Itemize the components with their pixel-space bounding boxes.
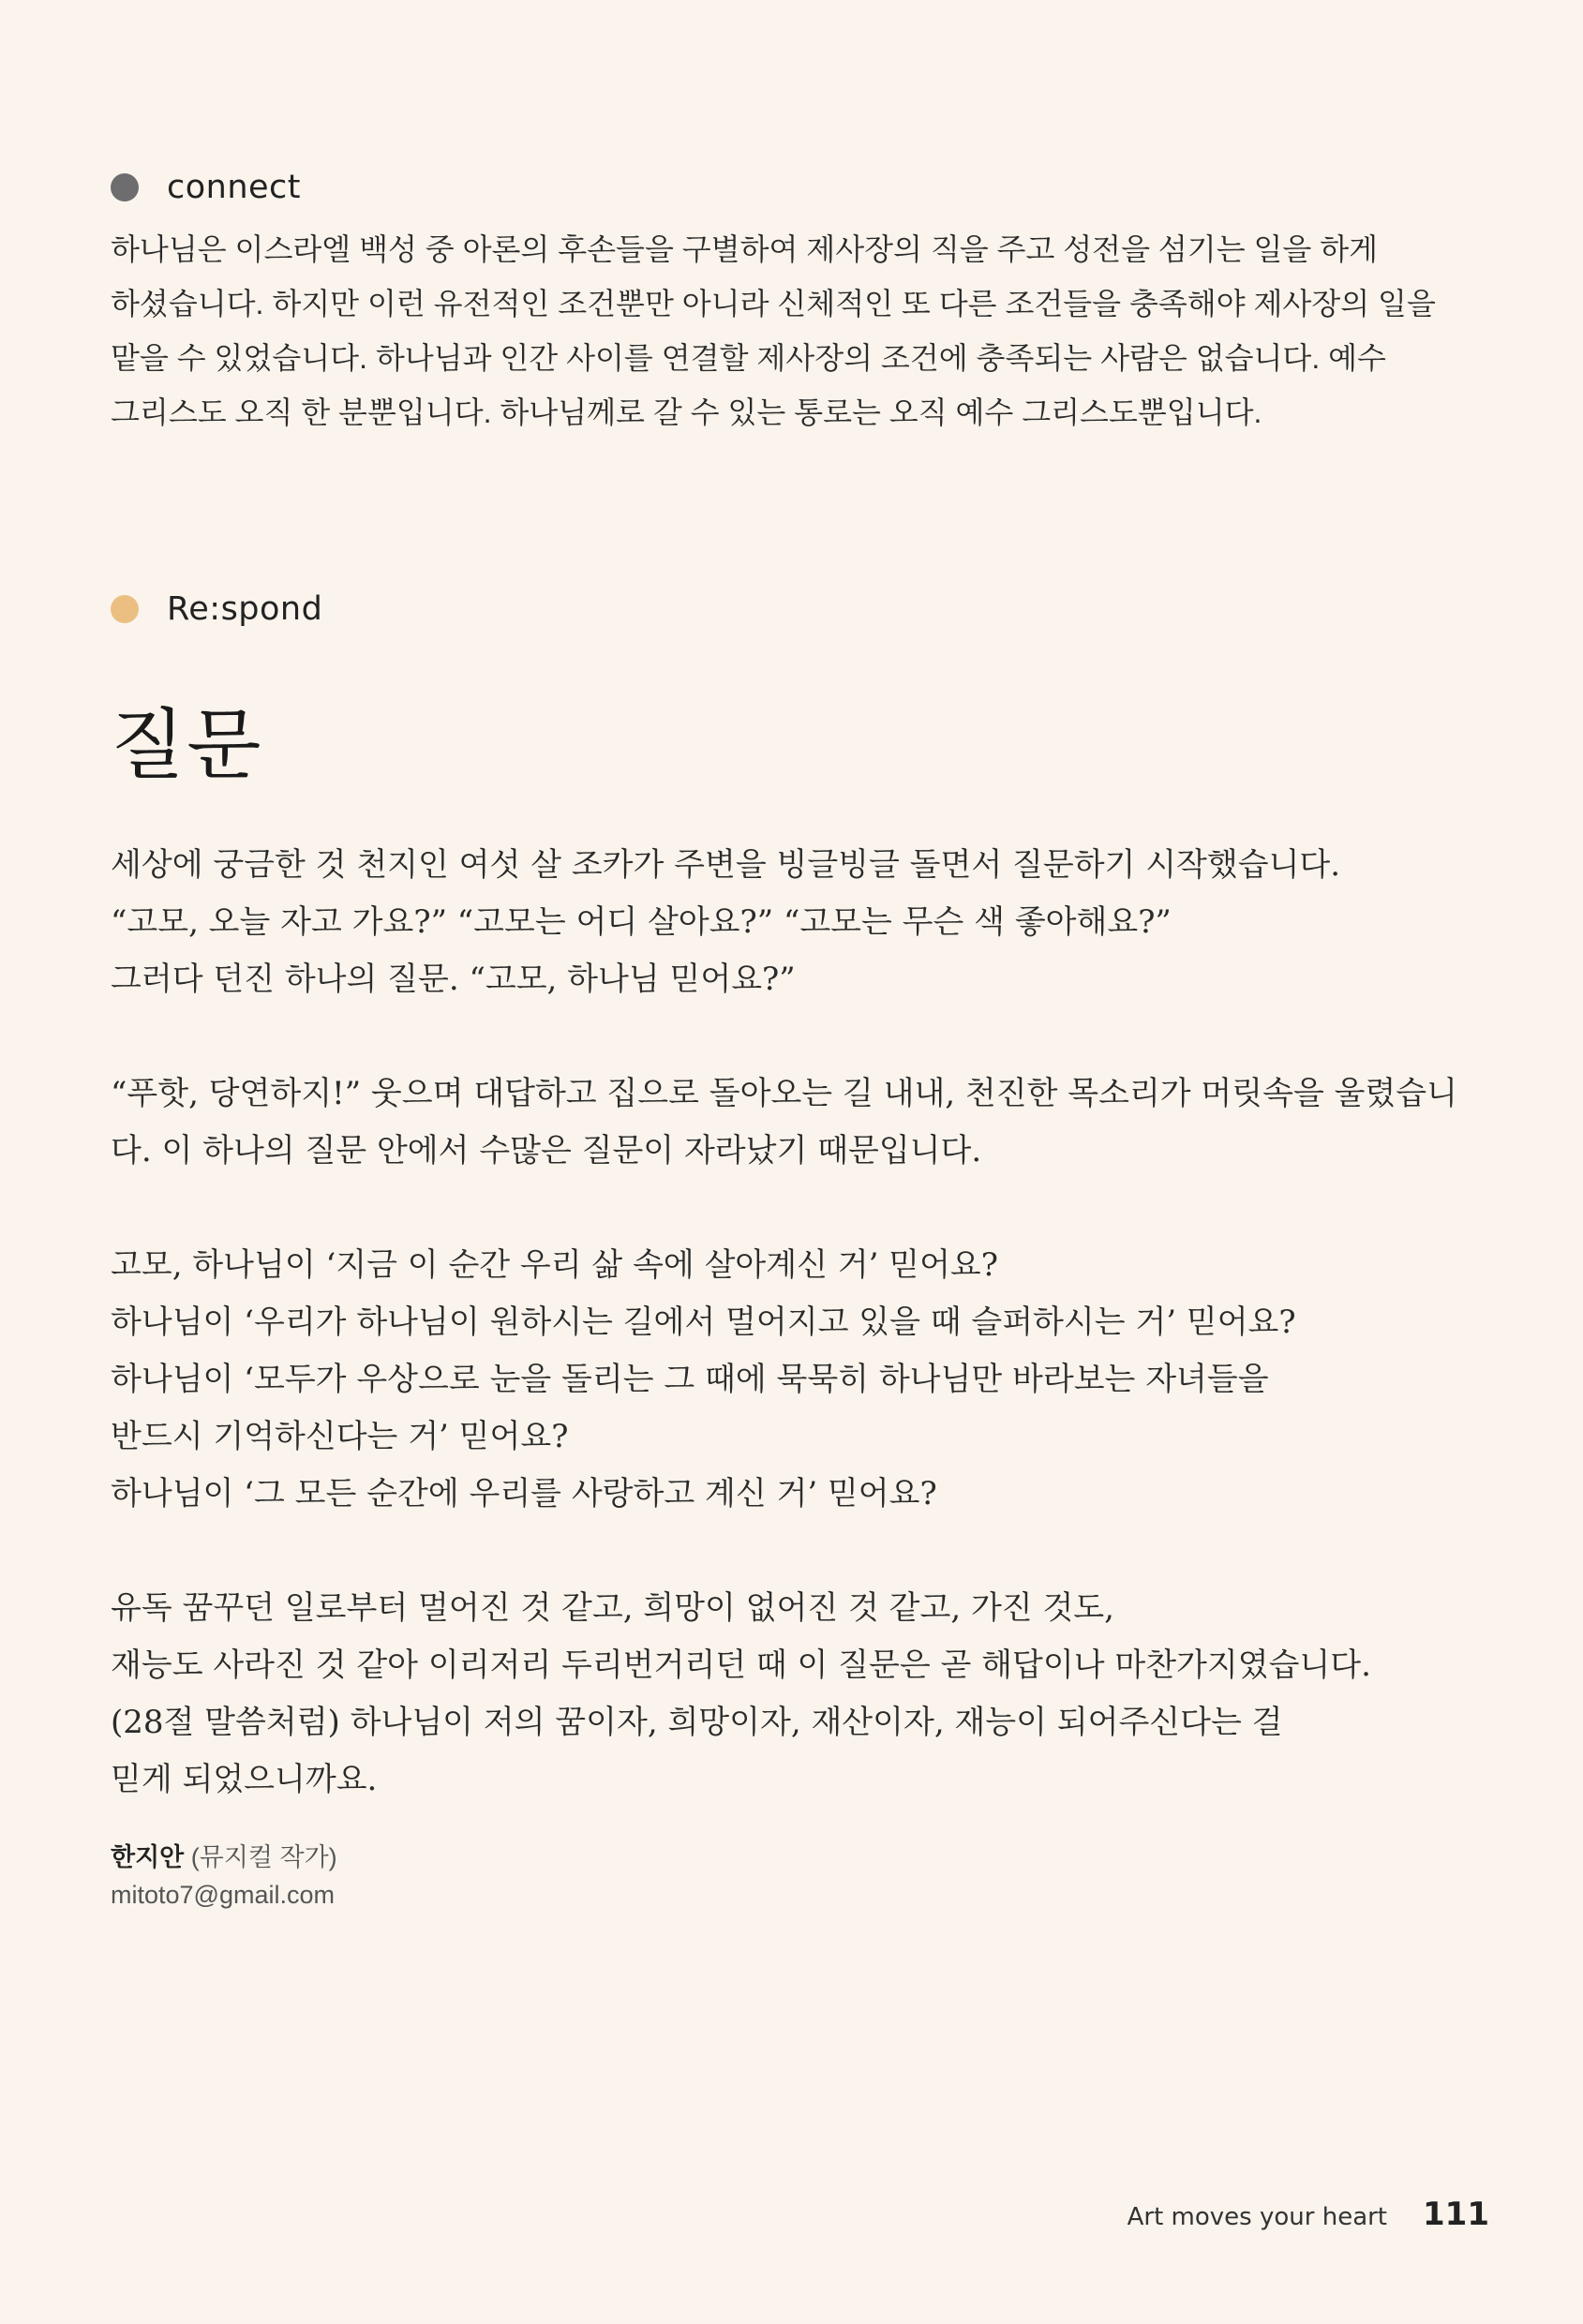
- essay-line: 반드시 기억하신다는 거’ 믿어요?: [111, 1418, 569, 1455]
- essay-line: 믿게 되었으니까요.: [111, 1761, 378, 1798]
- author-role: (뮤지컬 작가): [190, 1843, 337, 1871]
- essay-title: 질문: [111, 701, 263, 790]
- essay-paragraph-2: [111, 1065, 1457, 1180]
- essay-line: 다. 이 하나의 질문 안에서 수많은 질문이 자라났기 때문입니다.: [111, 1132, 982, 1169]
- connect-label: connect: [167, 169, 302, 206]
- essay-line: 하나님이 ‘모두가 우상으로 눈을 돌리는 그 때에 묵묵히 하나님만 바라보는 자녀들을: [111, 1361, 1269, 1398]
- essay-paragraph-4: [111, 1580, 1441, 1809]
- connect-bullet-icon: [111, 173, 139, 201]
- connect-body-text: 하나님은 이스라엘 백성 중 아론의 후손들을 구별하여 제사장의 직을 주고 성전을 섬기는 일을 하게 하셨습니다. 하지만 이런 유전적인 조건뿐만 아니라 신체적인 또 다른 조건들을 충족해야 제사장의 일을 맡을 수 있었습니다. 하나님과 인간 사이를 연결할 제사장의 조건에 충족되는 사람은 없습니다. 예수 그리스도 오직 한 분뿐입니다. 하나님께로 갈 수 있는 통로는 오직 예수 그리스도뿐입니다.: [111, 232, 1436, 429]
- essay-line: (28절 말씀처럼) 하나님이 저의 꿈이자, 희망이자, 재산이자, 재능이 되어주신다는 걸: [111, 1704, 1283, 1741]
- connect-section-header: [111, 169, 301, 206]
- essay-line: 그러다 던진 하나의 질문. “고모, 하나님 믿어요?”: [111, 961, 796, 998]
- author-email: mitoto7@gmail.com: [111, 1881, 335, 1909]
- respond-label: Re:spond: [167, 590, 323, 628]
- essay-line: “고모, 오늘 자고 가요?” “고모는 어디 살아요?” “고모는 무슨 색 좋아해요?”: [111, 903, 1172, 941]
- author-name: 한지안: [111, 1843, 185, 1871]
- essay-paragraph-1: [111, 837, 1441, 1008]
- respond-section-header: [111, 590, 322, 628]
- essay-line: 고모, 하나님이 ‘지금 이 순간 우리 삶 속에 살아계신 거’ 믿어요?: [111, 1246, 998, 1284]
- author-credit: [111, 1839, 337, 1914]
- page-number: 111: [1423, 2196, 1489, 2233]
- essay-body: [111, 837, 1457, 1809]
- footer-tagline: Art moves your heart: [1127, 2203, 1388, 2231]
- essay-line: 세상에 궁금한 것 천지인 여섯 살 조카가 주변을 빙글빙글 돌면서 질문하기 시작했습니다.: [111, 846, 1341, 884]
- essay-line: 재능도 사라진 것 같아 이리저리 두리번거리던 때 이 질문은 곧 해답이나 마찬가지였습니다.: [111, 1646, 1371, 1684]
- author-name-line: [111, 1839, 337, 1876]
- essay-line: 하나님이 ‘그 모든 순간에 우리를 사랑하고 계신 거’ 믿어요?: [111, 1475, 937, 1512]
- essay-paragraph-3: [111, 1237, 1441, 1523]
- essay-line: “푸핫, 당연하지!” 웃으며 대답하고 집으로 돌아오는 길 내내, 천진한 목소리가 머릿속을 울렸습니: [111, 1075, 1457, 1112]
- essay-line: 하나님이 ‘우리가 하나님이 원하시는 길에서 멀어지고 있을 때 슬퍼하시는 거’ 믿어요?: [111, 1304, 1296, 1341]
- respond-bullet-icon: [111, 595, 139, 623]
- page-footer: [1128, 2196, 1489, 2233]
- essay-line: 유독 꿈꾸던 일로부터 멀어진 것 같고, 희망이 없어진 것 같고, 가진 것도,: [111, 1589, 1114, 1627]
